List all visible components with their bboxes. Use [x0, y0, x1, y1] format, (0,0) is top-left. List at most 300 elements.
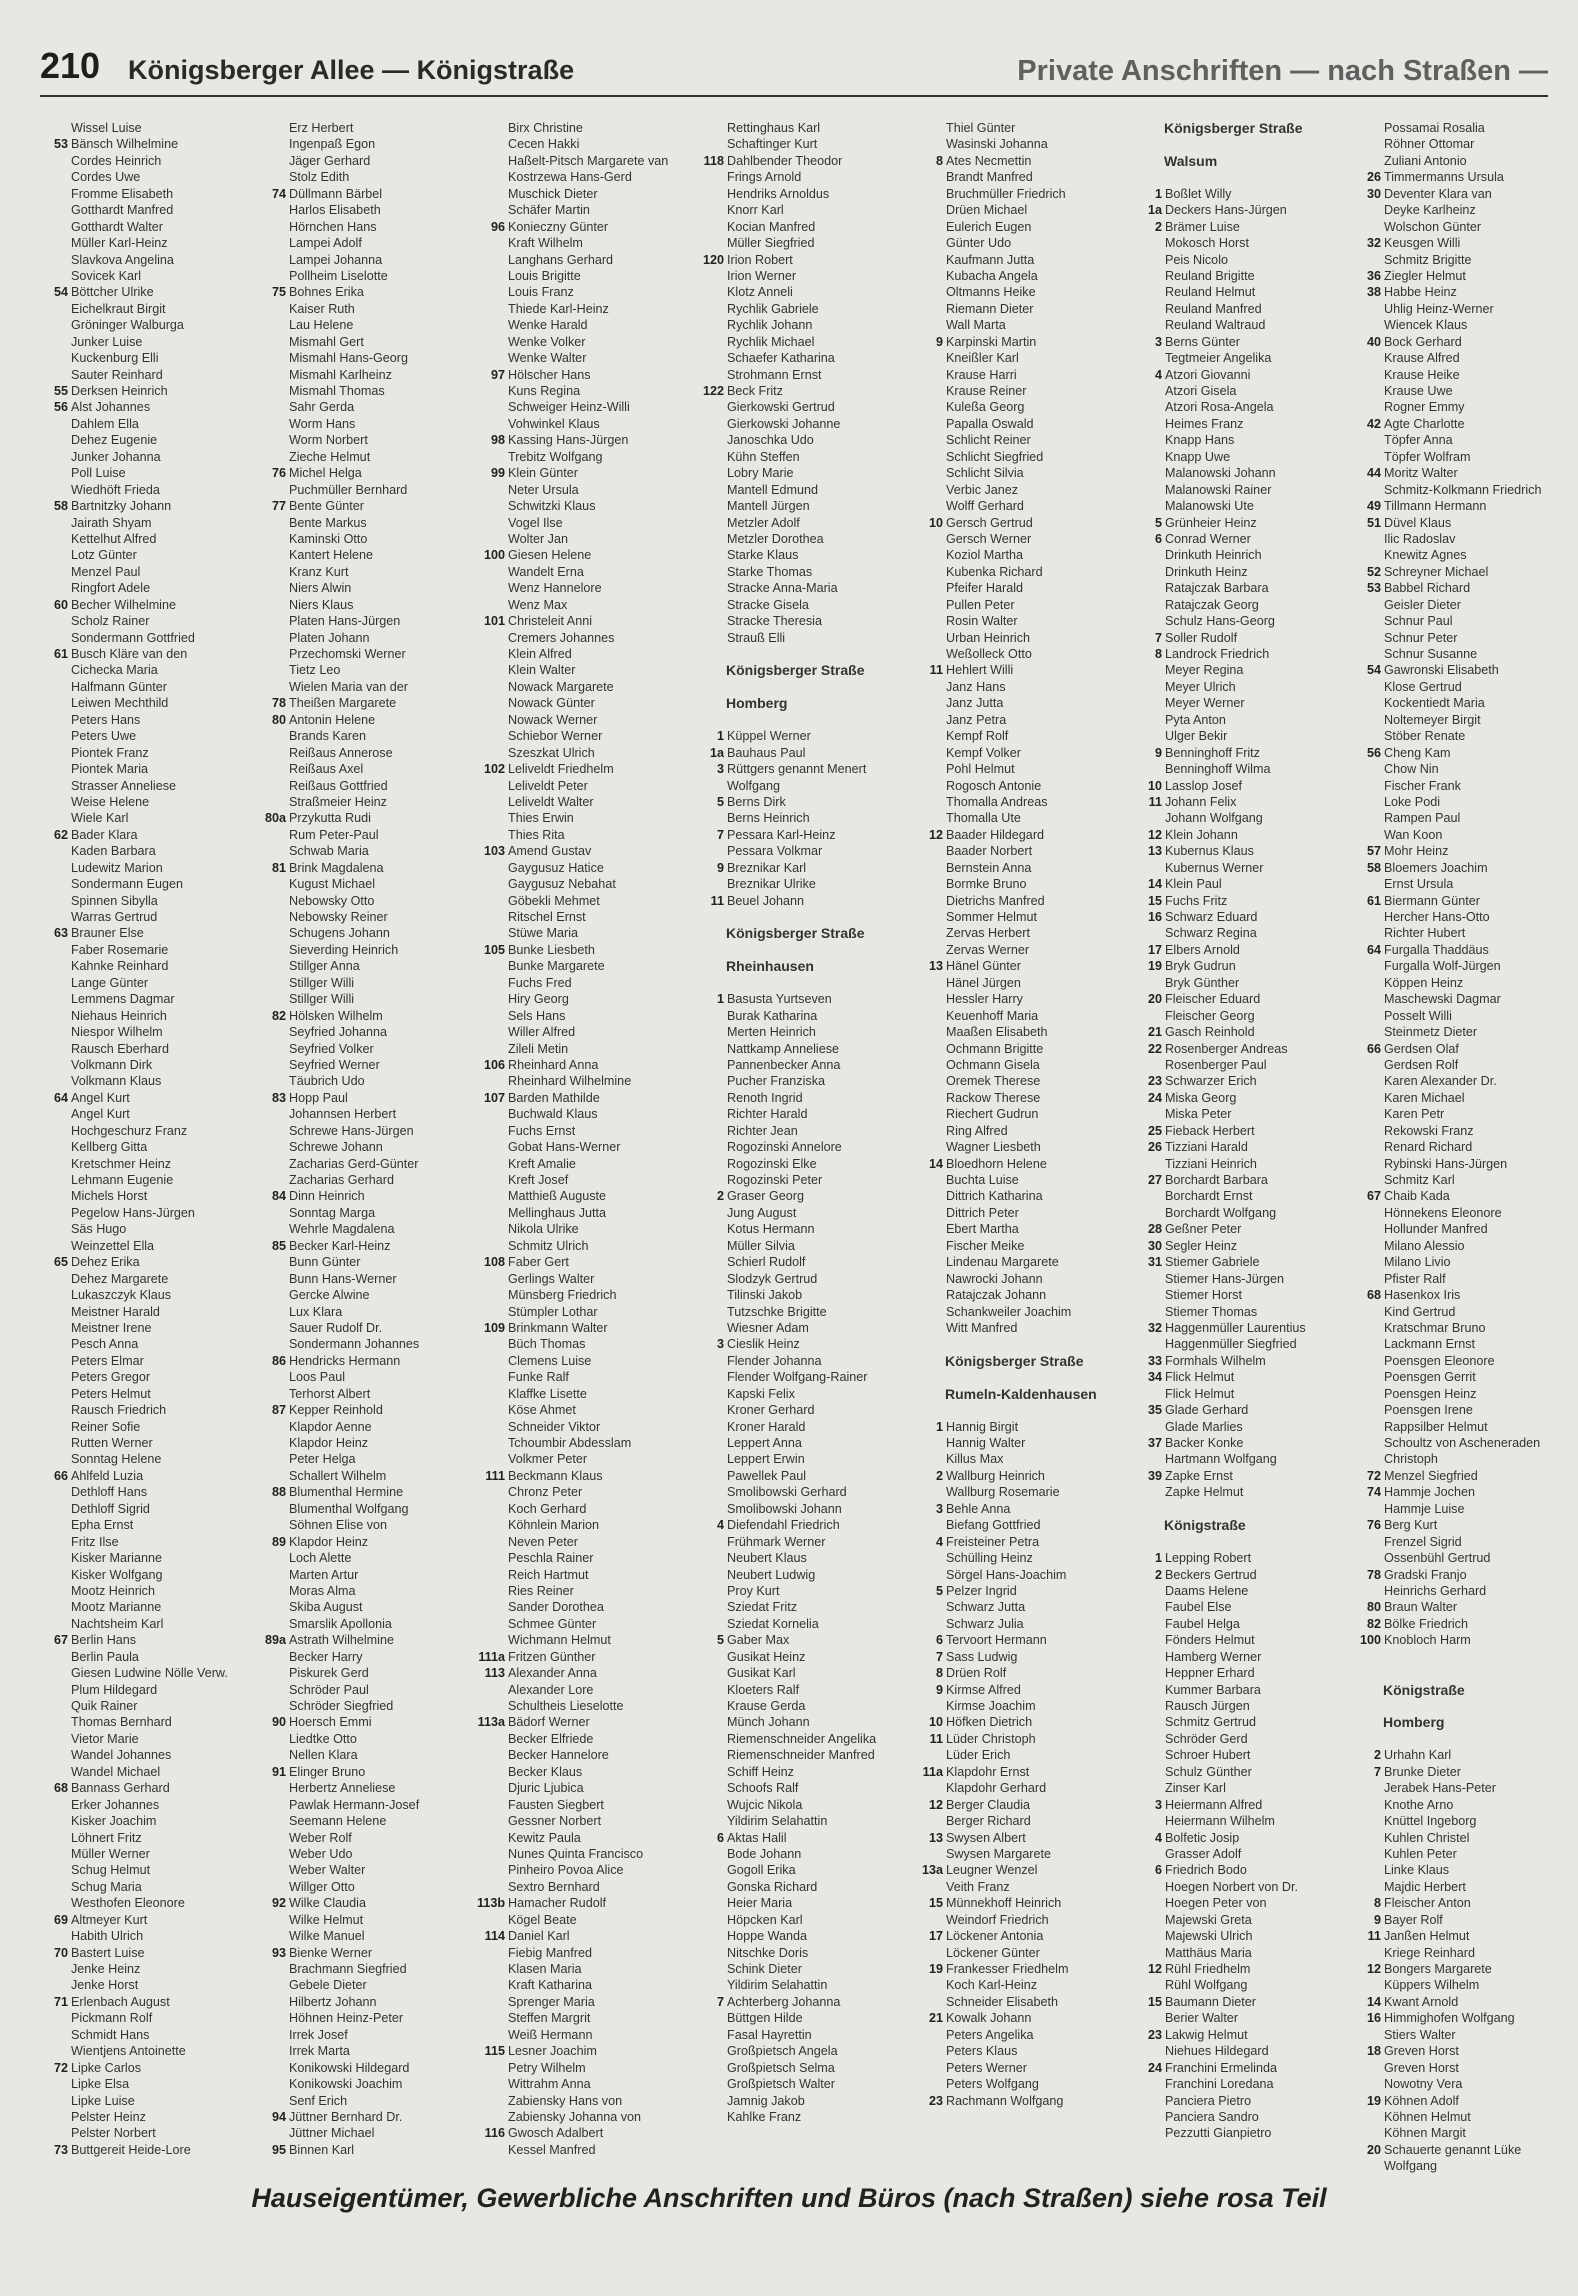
directory-entry — [40, 120, 245, 136]
house-number — [40, 515, 71, 531]
house-number — [1353, 1830, 1384, 1846]
house-number: 12 — [1147, 1962, 1162, 1976]
house-number: 84 — [271, 1189, 286, 1204]
resident-name: Backer Konke — [1165, 1436, 1244, 1450]
house-number — [915, 1041, 946, 1057]
resident-name: Berg Kurt — [1384, 1518, 1438, 1533]
house-number — [915, 531, 946, 547]
house-number — [1353, 1008, 1384, 1024]
house-number: 74 — [271, 186, 286, 201]
directory-entry — [915, 2060, 1120, 2076]
house-number: 2 — [1154, 219, 1162, 234]
house-number: 64 — [1366, 942, 1381, 957]
resident-name: Pelster Norbert — [71, 2126, 156, 2141]
resident-name: Christoph — [1384, 1452, 1438, 1467]
directory-entry — [1353, 531, 1558, 547]
directory-entry — [1134, 202, 1339, 218]
resident-name: Schultheis Lieselotte — [508, 1699, 624, 1713]
house-number — [1353, 1435, 1384, 1451]
directory-entry — [696, 1320, 901, 1336]
house-number — [40, 564, 71, 580]
resident-name: Schlicht Siegfried — [946, 449, 1044, 464]
house-number — [915, 745, 946, 761]
house-number — [40, 695, 71, 711]
directory-entry — [915, 893, 1120, 909]
directory-entry — [40, 301, 245, 317]
house-number — [258, 1599, 289, 1615]
resident-name: Bode Johann — [727, 1846, 802, 1861]
resident-name: Jung August — [727, 1205, 797, 1220]
directory-entry — [915, 1172, 1120, 1188]
directory-entry — [1353, 1435, 1558, 1451]
house-number: 106 — [483, 1057, 505, 1072]
house-number — [477, 893, 508, 909]
directory-entry — [1134, 1846, 1339, 1862]
resident-name: Lipke Carlos — [71, 2060, 141, 2075]
resident-name: Piontek Franz — [71, 745, 149, 760]
directory-entry — [1134, 1172, 1339, 1188]
house-number — [40, 761, 71, 777]
resident-name: Fischer Frank — [1384, 778, 1461, 793]
house-number — [915, 367, 946, 383]
house-number: 14 — [1147, 877, 1162, 892]
directory-entry — [915, 630, 1120, 646]
house-number: 23 — [928, 2093, 943, 2108]
resident-name: Janßen Helmut — [1384, 1929, 1470, 1944]
house-number — [696, 1616, 727, 1632]
house-number: 1 — [935, 1419, 943, 1434]
directory-entry — [915, 1139, 1120, 1155]
resident-name: Nowack Margarete — [508, 679, 614, 694]
house-number — [40, 219, 71, 235]
house-number: 40 — [1366, 334, 1381, 349]
house-number: 13 — [1147, 844, 1162, 859]
resident-name: Schmee Günter — [508, 1616, 597, 1631]
house-number: 96 — [490, 219, 505, 234]
house-number — [1134, 679, 1165, 695]
house-number: 13 — [928, 1830, 943, 1845]
directory-entry — [1353, 252, 1558, 268]
house-number — [1134, 1813, 1165, 1829]
directory-entry — [915, 1912, 1120, 1928]
resident-name: Dehez Eugenie — [71, 433, 158, 448]
house-number — [477, 301, 508, 317]
resident-name: Zapke Ernst — [1165, 1468, 1233, 1483]
resident-name: Stillger Willi — [289, 992, 355, 1007]
resident-name: Wilke Manuel — [289, 1929, 365, 1944]
house-number: 51 — [1366, 515, 1381, 530]
directory-entry — [258, 268, 463, 284]
resident-name: Mellinghaus Jutta — [508, 1205, 607, 1220]
resident-name: Furgalla Thaddäus — [1384, 942, 1489, 957]
house-number — [477, 153, 508, 169]
resident-name: Fuchs Ernst — [508, 1123, 576, 1138]
directory-entry — [40, 2010, 245, 2026]
directory-entry — [258, 465, 463, 481]
directory-entry — [1353, 2158, 1558, 2174]
directory-entry — [915, 810, 1120, 826]
directory-entry — [915, 1221, 1120, 1237]
directory-entry — [40, 1369, 245, 1385]
house-number: 8 — [1154, 647, 1162, 661]
resident-name: Sauter Reinhard — [71, 367, 163, 382]
resident-name: Yildirim Selahattin — [727, 1978, 828, 1993]
resident-name: Riemenschneider Manfred — [727, 1748, 875, 1763]
house-number — [258, 202, 289, 218]
directory-entry — [477, 1616, 682, 1632]
house-number — [477, 2060, 508, 2076]
resident-name: Höpcken Karl — [727, 1912, 803, 1927]
house-number — [696, 1353, 727, 1369]
house-number — [1353, 712, 1384, 728]
resident-name: Jüttner Bernhard Dr. — [289, 2109, 403, 2124]
house-number — [1353, 1501, 1384, 1517]
house-number — [1353, 1977, 1384, 1993]
resident-name: Kockentiedt Maria — [1384, 696, 1485, 711]
directory-entry — [696, 810, 901, 826]
directory-entry — [915, 367, 1120, 383]
resident-name: Brink Magdalena — [289, 860, 384, 875]
resident-name: Rheinhard Wilhelmine — [508, 1074, 632, 1089]
house-number — [477, 202, 508, 218]
resident-name: Schröder Paul — [289, 1682, 369, 1697]
resident-name: Willger Otto — [289, 1879, 355, 1894]
resident-name: Schwarz Regina — [1165, 926, 1257, 941]
directory-entry — [1353, 2125, 1558, 2141]
directory-entry — [915, 1895, 1120, 1911]
resident-name: Burak Katharina — [727, 1008, 818, 1023]
resident-name: Hoegen Peter von — [1165, 1896, 1267, 1911]
house-number — [915, 498, 946, 514]
house-number — [1353, 2076, 1384, 2092]
directory-entry — [40, 1830, 245, 1846]
resident-name: Gercke Alwine — [289, 1288, 370, 1303]
house-number: 82 — [1366, 1616, 1381, 1631]
directory-entry — [696, 580, 901, 596]
spacer — [696, 942, 901, 958]
directory-entry — [477, 1747, 682, 1763]
house-number — [477, 498, 508, 514]
resident-name: Harlos Elisabeth — [289, 203, 381, 218]
resident-name: Richter Harald — [727, 1107, 808, 1122]
directory-entry — [915, 2076, 1120, 2092]
resident-name: Hänel Günter — [946, 959, 1021, 974]
directory-entry — [696, 1386, 901, 1402]
directory-entry — [915, 1468, 1120, 1484]
resident-name: Hoersch Emmi — [289, 1715, 372, 1730]
resident-name: Karpinski Martin — [946, 334, 1037, 349]
directory-entry — [477, 2093, 682, 2109]
directory-entry — [696, 761, 901, 777]
house-number — [40, 1271, 71, 1287]
house-number — [40, 1073, 71, 1089]
house-number — [40, 1665, 71, 1681]
directory-entry — [477, 679, 682, 695]
directory-entry — [1353, 399, 1558, 415]
house-number: 93 — [271, 1945, 286, 1960]
house-number — [696, 284, 727, 300]
directory-entry — [1353, 1616, 1558, 1632]
house-number — [40, 860, 71, 876]
house-number — [696, 1583, 727, 1599]
house-number: 30 — [1147, 1238, 1162, 1253]
directory-entry — [696, 1764, 901, 1780]
house-number — [477, 794, 508, 810]
directory-entry — [1353, 1287, 1558, 1303]
directory-entry — [915, 515, 1120, 531]
directory-entry — [258, 2060, 463, 2076]
resident-name: Rybinski Hans-Jürgen — [1384, 1156, 1508, 1171]
directory-entry — [696, 1797, 901, 1813]
house-number: 82 — [271, 1008, 286, 1023]
house-number — [477, 1419, 508, 1435]
house-number — [477, 712, 508, 728]
resident-name: Schmitz Karl — [1384, 1173, 1455, 1187]
directory-entry — [915, 1501, 1120, 1517]
directory-entry — [477, 1879, 682, 1895]
house-number — [477, 2109, 508, 2125]
house-number: 19 — [1366, 2093, 1381, 2108]
house-number: 55 — [53, 384, 68, 398]
resident-name: Amend Gustav — [508, 844, 592, 859]
house-number: 3 — [716, 1337, 724, 1352]
street-heading: Königstraße — [1164, 1517, 1246, 1534]
directory-entry — [1353, 317, 1558, 333]
directory-entry — [477, 827, 682, 843]
resident-name: Keuenhoff Maria — [946, 1008, 1039, 1023]
house-number — [40, 120, 71, 136]
house-number — [258, 2027, 289, 2043]
house-number — [477, 679, 508, 695]
house-number — [1353, 2060, 1384, 2076]
resident-name: Stiemer Gabriele — [1165, 1255, 1260, 1270]
house-number: 56 — [53, 400, 68, 415]
resident-name: Weber Walter — [289, 1863, 366, 1878]
directory-entry — [1353, 1271, 1558, 1287]
resident-name: Pessara Volkmar — [727, 844, 823, 859]
directory-entry — [40, 876, 245, 892]
house-number — [40, 1156, 71, 1172]
directory-entry — [40, 498, 245, 514]
house-number — [40, 1205, 71, 1221]
resident-name: Loke Podi — [1384, 794, 1441, 809]
resident-name: Louis Brigitte — [508, 268, 581, 283]
directory-entry — [915, 449, 1120, 465]
directory-entry — [40, 1879, 245, 1895]
resident-name: Breznikar Ulrike — [727, 877, 816, 892]
district-heading: Homberg — [1383, 1714, 1445, 1731]
resident-name: Brunke Dieter — [1384, 1764, 1461, 1779]
directory-entry — [258, 1977, 463, 1993]
house-number — [696, 301, 727, 317]
house-number: 54 — [1366, 663, 1381, 678]
resident-name: Lackmann Ernst — [1384, 1337, 1475, 1352]
directory-entry — [258, 416, 463, 432]
house-number — [477, 1139, 508, 1155]
directory-entry — [1134, 1616, 1339, 1632]
directory-entry — [696, 1534, 901, 1550]
resident-name: Klotz Anneli — [727, 285, 793, 300]
directory-entry — [915, 186, 1120, 202]
house-number — [1134, 547, 1165, 563]
house-number — [477, 662, 508, 678]
house-number: 54 — [53, 285, 68, 300]
directory-entry — [258, 2076, 463, 2092]
resident-name: Löhnert Fritz — [71, 1830, 142, 1845]
directory-entry — [915, 1188, 1120, 1204]
house-number: 34 — [1147, 1370, 1162, 1385]
resident-name: Kugust Michael — [289, 877, 376, 892]
house-number — [258, 268, 289, 284]
house-number — [1353, 1369, 1384, 1385]
house-number — [258, 449, 289, 465]
directory-entry — [696, 1369, 901, 1385]
directory-entry — [1134, 334, 1339, 350]
resident-name: Szeszkat Ulrich — [508, 745, 595, 760]
house-number — [258, 1254, 289, 1270]
directory-entry — [1353, 301, 1558, 317]
house-number — [258, 1139, 289, 1155]
directory-entry — [477, 1106, 682, 1122]
resident-name: Poensgen Irene — [1384, 1403, 1473, 1418]
resident-name: Klapdor Heinz — [289, 1534, 369, 1549]
house-number: 16 — [1147, 910, 1162, 924]
house-number — [258, 1320, 289, 1336]
directory-entry — [258, 975, 463, 991]
directory-entry — [40, 827, 245, 843]
resident-name: Clemens Luise — [508, 1353, 592, 1368]
house-number — [1134, 1895, 1165, 1911]
house-number — [258, 975, 289, 991]
directory-entry — [696, 153, 901, 169]
house-number — [40, 1353, 71, 1369]
directory-entry — [915, 136, 1120, 152]
resident-name: Irrek Marta — [289, 2044, 350, 2059]
house-number — [1134, 1304, 1165, 1320]
directory-entry — [477, 1813, 682, 1829]
resident-name: Buchta Luise — [946, 1173, 1019, 1187]
directory-entry — [1353, 1517, 1558, 1533]
resident-name: Weinzettel Ella — [71, 1238, 155, 1253]
resident-name: Klapdor Aenne — [289, 1419, 372, 1434]
house-number — [1353, 136, 1384, 152]
directory-entry — [915, 202, 1120, 218]
directory-entry — [477, 1402, 682, 1418]
resident-name: Peis Nicolo — [1165, 252, 1228, 267]
directory-entry — [258, 1271, 463, 1287]
street-heading: Königstraße — [1383, 1681, 1465, 1698]
house-number — [477, 1764, 508, 1780]
directory-entry — [258, 498, 463, 514]
resident-name: Pannenbecker Anna — [727, 1057, 841, 1072]
directory-entry — [40, 2142, 245, 2158]
house-number — [915, 482, 946, 498]
street-heading: Königsberger Straße — [726, 925, 865, 942]
spacer — [696, 909, 901, 925]
directory-entry — [258, 1501, 463, 1517]
directory-entry — [40, 1073, 245, 1089]
resident-name: Landrock Friedrich — [1165, 647, 1270, 661]
resident-name: Schäfer Martin — [508, 203, 590, 218]
house-number — [696, 1435, 727, 1451]
house-number — [1134, 2010, 1165, 2026]
resident-name: Bryk Gudrun — [1165, 959, 1236, 974]
directory-entry — [258, 1254, 463, 1270]
house-number: 1 — [1154, 186, 1162, 201]
house-number — [477, 630, 508, 646]
resident-name: Haßelt-Pitsch Margarete van — [508, 153, 669, 168]
directory-entry — [40, 1484, 245, 1500]
house-number — [1134, 1879, 1165, 1895]
resident-name: Urhahn Karl — [1384, 1748, 1452, 1763]
house-number — [40, 531, 71, 547]
resident-name: Peters Hans — [71, 712, 141, 727]
house-number — [477, 1517, 508, 1533]
house-number — [1134, 432, 1165, 448]
resident-name: Wiencek Klaus — [1384, 318, 1468, 333]
directory-entry — [1134, 416, 1339, 432]
resident-name: Metzler Dorothea — [727, 531, 824, 546]
directory-entry — [477, 1484, 682, 1500]
directory-entry — [40, 153, 245, 169]
directory-entry — [1353, 662, 1558, 678]
directory-entry — [258, 1698, 463, 1714]
resident-name: Hänel Jürgen — [946, 975, 1021, 990]
resident-name: Dahlem Ella — [71, 416, 139, 431]
resident-name: Fiebig Manfred — [508, 1945, 592, 1960]
house-number — [696, 1764, 727, 1780]
directory-entry — [696, 399, 901, 415]
house-number: 17 — [928, 1929, 943, 1944]
resident-name: Zinser Karl — [1165, 1781, 1226, 1796]
directory-entry — [40, 1304, 245, 1320]
house-number — [477, 169, 508, 185]
resident-name: Sahr Gerda — [289, 400, 355, 415]
house-number — [1353, 925, 1384, 941]
directory-entry — [1353, 2060, 1558, 2076]
directory-entry — [477, 301, 682, 317]
house-number — [40, 449, 71, 465]
resident-name: Jairath Shyam — [71, 515, 152, 530]
resident-name: Janz Petra — [946, 712, 1007, 727]
house-number — [477, 1156, 508, 1172]
house-number — [915, 1073, 946, 1089]
house-number — [477, 1698, 508, 1714]
directory-entry — [477, 547, 682, 563]
house-number — [477, 482, 508, 498]
resident-name: Alst Johannes — [71, 400, 151, 415]
directory-entry — [40, 679, 245, 695]
directory-entry — [1134, 2076, 1339, 2092]
house-number: 24 — [1147, 1090, 1162, 1105]
resident-name: Kostrzewa Hans-Gerd — [508, 170, 632, 185]
resident-name: Seyfried Volker — [289, 1041, 374, 1056]
house-number: 9 — [1373, 1912, 1381, 1927]
directory-entry — [40, 2060, 245, 2076]
resident-name: Mismahl Hans-Georg — [289, 351, 408, 366]
resident-name: Giesen Ludwine Nölle Verw. — [71, 1666, 228, 1681]
directory-entry — [915, 1945, 1120, 1961]
house-number: 35 — [1147, 1403, 1162, 1418]
house-number — [40, 712, 71, 728]
directory-entry — [1134, 1632, 1339, 1648]
header-left-title: Königsberger Allee — Königstraße — [128, 55, 575, 85]
directory-entry — [40, 399, 245, 415]
house-number — [40, 893, 71, 909]
directory-entry — [696, 1188, 901, 1204]
directory-entry — [1134, 186, 1339, 202]
directory-entry — [40, 1780, 245, 1796]
